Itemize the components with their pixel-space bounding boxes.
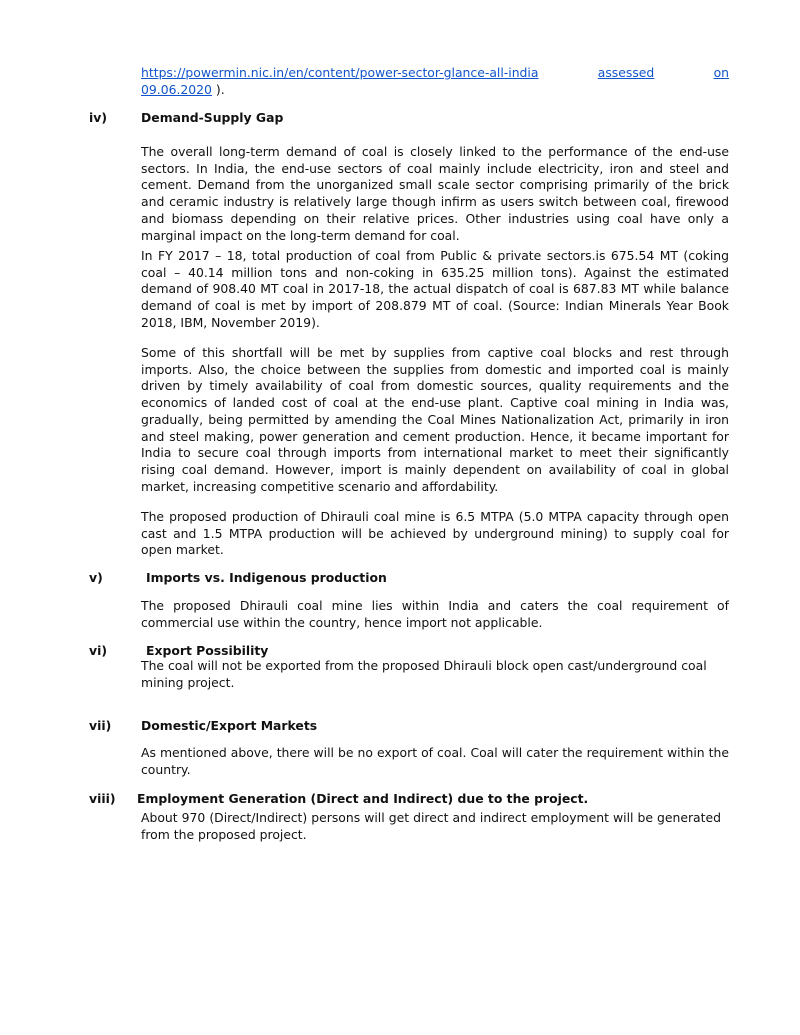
paragraph: The coal will not be exported from the proposed Dhirauli block open cast/underground coal mining project. (141, 658, 707, 690)
paragraph: About 970 (Direct/Indirect) persons will get direct and indirect employment will be generated from the proposed project. (141, 810, 721, 842)
paragraph: The proposed Dhirauli coal mine lies within India and caters the coal requirement of commercial use within the country, hence import not applicable. (141, 598, 729, 630)
section-heading: Export Possibility (146, 643, 269, 658)
reference-on-link[interactable]: on (713, 65, 729, 80)
reference-date-link[interactable]: 09.06.2020 (141, 81, 212, 97)
reference-url-link[interactable]: https://powermin.nic.in/en/content/power-sector-glance-all-india (141, 65, 539, 80)
section-number: vii) (89, 718, 112, 733)
section-number: vi) (89, 643, 107, 658)
paragraph: The overall long-term demand of coal is closely linked to the performance of the end-use sectors. In India, the end-use sectors of coal mainly include electricity, iron and steel and cement. Demand from the unorganized small scale sector comprising primarily of the brick and ceramic industry is relatively large though infirm as users switch between coal, firewood and biomass depending on their relative prices. Other industries using coal have only a marginal impact on the long-term demand for coal. (141, 144, 729, 243)
section-number: v) (89, 570, 103, 585)
section-heading: Imports vs. Indigenous production (146, 570, 387, 585)
section-number: viii) (89, 791, 116, 806)
section-heading: Demand-Supply Gap (141, 110, 284, 125)
reference-link-block (141, 65, 729, 98)
section-number: iv) (89, 110, 107, 125)
section-heading: Domestic/Export Markets (141, 718, 318, 733)
paragraph: As mentioned above, there will be no export of coal. Coal will cater the requirement within the country. (141, 745, 729, 777)
section-heading: Employment Generation (Direct and Indirect) due to the project. (137, 791, 589, 806)
paragraph: The proposed production of Dhirauli coal mine is 6.5 MTPA (5.0 MTPA capacity through open cast and 1.5 MTPA production will be achieved by underground mining) to supply coal for open market. (141, 509, 729, 558)
paragraph: In FY 2017 – 18, total production of coal from Public & private sectors.is 675.54 MT (coking coal – 40.14 million tons and non-coking in 635.25 million tons). Against the estimated demand of 908.40 MT coal in 2017-18, the actual dispatch of coal is 687.83 MT while balance demand of coal is met by import of 208.879 MT of coal. (Source: Indian Minerals Year Book 2018, IBM, November 2019). (141, 248, 729, 330)
reference-close: ). (211, 81, 225, 97)
reference-assessed-link[interactable]: assessed (597, 65, 655, 80)
paragraph: Some of this shortfall will be met by supplies from captive coal blocks and rest through imports. Also, the choice between the supplies from domestic and imported coal is mainly driven by timely availability of coal from domestic sources, quality requirements and the economics of landed cost of coal at the end-use plant. Captive coal mining in India was, gradually, being permitted by amending the Coal Mines Nationalization Act, primarily in iron and steel making, power generation and cement production. Hence, it became important for India to secure coal through imports from international market to meet their significantly rising coal demand. However, import is mainly dependent on availability of coal in global market, increasing competitive scenario and affordability. (141, 345, 729, 494)
